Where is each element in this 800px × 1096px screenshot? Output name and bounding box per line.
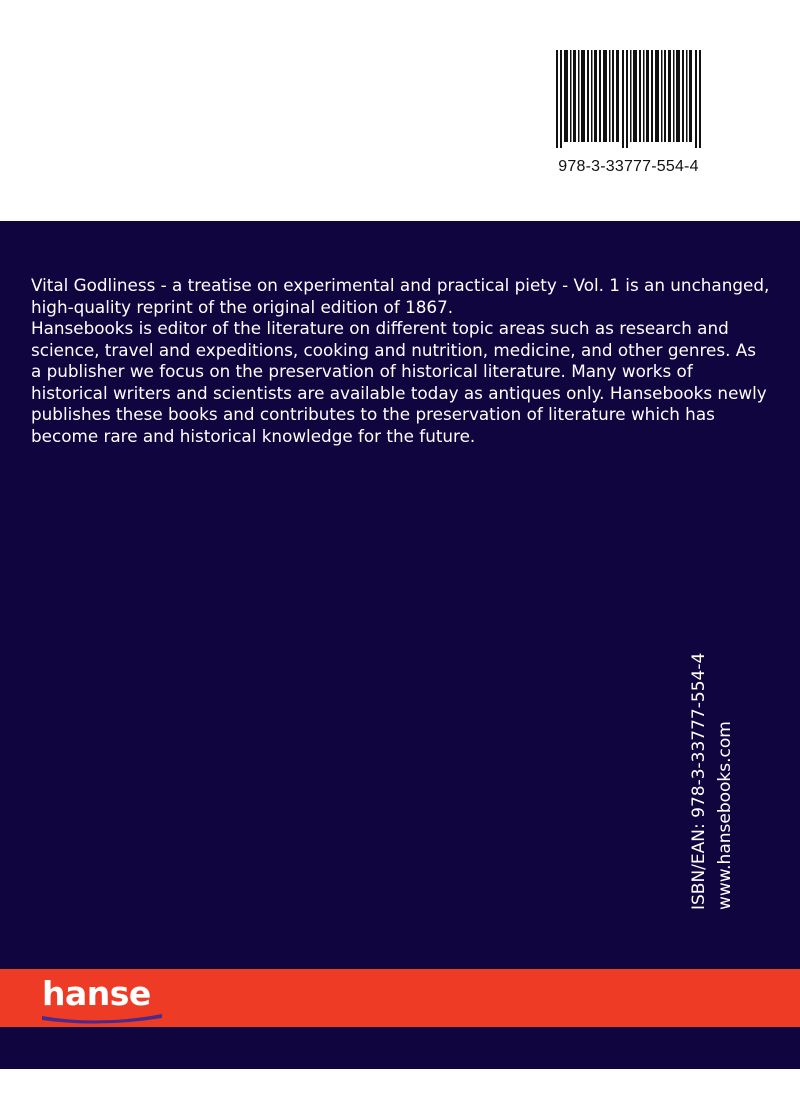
bottom-margin <box>0 1069 800 1096</box>
blurb-paragraph-2: Hansebooks is editor of the literature on different topic areas such as research and science, travel and expeditions, cooking and nutrition, medicine, and other genres. As a publisher we focus on the preservation of historical literature. Many works of historical writers and scientists are available today as antiques only. Hansebooks newly publishes these books and contributes to the preservation of literature which has become rare and historical knowledge for the future. <box>31 318 767 446</box>
barcode-isbn-text: 978-3-33777-554-4 <box>558 158 699 175</box>
blurb-paragraph-1: Vital Godliness - a treatise on experimental and practical piety - Vol. 1 is an unchanged, high-quality reprint of the original edition of 1867. <box>31 275 770 317</box>
website-link[interactable]: www.hansebooks.com <box>715 721 735 910</box>
blurb-text <box>31 275 771 447</box>
hanse-logo: hanse <box>42 974 151 1013</box>
barcode-icon <box>556 50 701 150</box>
bottom-band <box>0 1027 800 1069</box>
barcode-area <box>0 0 800 221</box>
isbn-ean-label: ISBN/EAN: 978-3-33777-554-4 <box>689 652 709 910</box>
spine-text <box>686 652 738 910</box>
logo-swoosh-icon <box>40 1012 164 1024</box>
